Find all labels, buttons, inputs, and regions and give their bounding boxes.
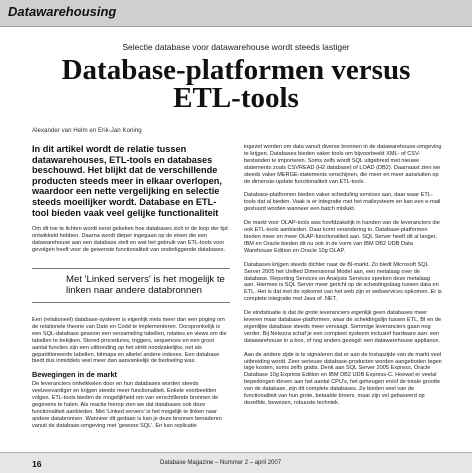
pull-quote: Met 'Linked servers' is het mogelijk te linken naar andere databronnen bbox=[32, 268, 230, 303]
footer-bar bbox=[0, 452, 472, 473]
body-paragraph: ingezet worden om data vanuit diverse bronnen in de datawarehouse-omgeving te krijgen. Databases bieden vaker tools om bijvoorbeeld XML- of CSV-bestanden te importeren. Soms zelfs wordt SQL uitgebreid met nieuwe statements zoals CSVREAD (H2 database) of LOAD (DB2). Daarnaast zien we steeds vaker MERGE-statements verschijnen, die meer en meer aansluiten op de dimensie-update functionaliteit van ETL-tools. bbox=[244, 144, 442, 185]
body-paragraph: Databases krijgen steeds dichter naar de BI-markt. Zo biedt Microsoft SQL Server 2005 het Unified Dimensional Model aan, een metalaag over de database. Reporting Services en Analysis Services spreken deze metalaag aan. Hiermee is SQL Server meer gericht op de scheidingslaag tussen data en ETL. Het is dat met de opkomst van het web zijn er webservices opkomen. Er is complete integratie met Java of .NET. bbox=[244, 261, 442, 303]
page-number: 16 bbox=[32, 459, 42, 469]
byline: Alexander van Helm en Erik-Jan Koning bbox=[32, 127, 142, 134]
header-bar bbox=[0, 0, 472, 27]
body-paragraph: De markt voor OLAP-tools was hoofdzakelijk in handen van de leveranciers die ook ETL-tools aanbieden. Daar komt verandering in. Database-platformen bieden meer en meer OLAP-functionaliteit aan. SQL Server heeft dit al langer, IBM en Oracle bieden dit nu ook in de vorm van IBM DB2 UDB Data Warehouse Edition en Oracle 10g OLAP. bbox=[244, 220, 440, 254]
section-label: Datawarehousing bbox=[8, 4, 117, 19]
body-paragraph: Om dit toe te lichten wordt eerst gekeken hoe databases zich in de loop der tijd ontwikkeld hebben. Daarna wordt dieper ingegaan op de eisen die een datawarehouse aan een database stelt en wat het gebruik van ETL-tools voor gevolgen heeft voor de gewenste functionaliteit van onderliggende databases. bbox=[32, 226, 228, 253]
body-paragraph: De eindsituatie is dat de grote leveranciers eigenlijk geen databases meer leveren maar database-platformen, waar de scheidingslijn tussen ETL, BI en de eigenlijke database steeds meer vervaagt. Sommige leveranciers gaan nog verder. Bij Netezza schaf je een compleet systeem inclusief hardware aan: een datawarehouse in a box, of nog anders gezegd: een datawarehouse appliance. bbox=[244, 310, 442, 344]
body-paragraph: Een (relationeel) database-systeem is eigenlijk niets meer dan een poging om de relationele theorie van Date en Codd te implementeren. Oorspronkelijk is een SQL-database gewoon een verzameling tabellen, relaties en views om die tabellen te bekijken. Stored procedures, triggers, sequences en een groot aantal functies zijn een uitbreiding op het strikt noodzakelijke, net als gepartitioneerde tabellen, bitmaps en allerlei andere indexes. Een database biedt dus inmiddels veel meer dan aanvankelijk de bedoeling was. bbox=[32, 316, 227, 365]
body-paragraph: Database-platformen bieden vaker scheduling services aan, daar waar ETL-tools dat al bieden. Vaak is er integratie met het mailsysteem en kan een e-mail gestuurd worden wanneer een batch mislukt. bbox=[244, 192, 441, 213]
right-column bbox=[244, 144, 442, 414]
body-paragraph: De leveranciers ontwikkelen door en hun databases worden steeds veelzeevardiger en krijgen steeds meer functionaliteit. Enkele voorbeelden volgen. ETL-tools bieden de mogelijkheid om van verschillende bronnen de gegevens te halen. Als reactie hierop zien we dat databases ook deze functionaliteit aanbieden. Met 'Linked servers' is het mogelijk te linken naar andere databronnen. Wanneer dit gedaan is kan je deze bronnen benaderen vanuit de database-omgeving met 'gewone SQL'. En kan replicatie bbox=[32, 381, 222, 429]
article-kicker: Selectie database voor datawarehouse wordt steeds lastiger bbox=[122, 42, 350, 52]
title-line-2: ETL-tools bbox=[173, 82, 299, 114]
left-column bbox=[32, 144, 230, 437]
article-title bbox=[0, 56, 472, 112]
publication-line: Database Magazine – Nummer 2 – april 2007 bbox=[160, 460, 282, 466]
title-line-1: Database-platformen versus bbox=[61, 54, 411, 86]
intro-paragraph: In dit artikel wordt de relatie tussen datawarehouses, ETL-tools en databases beschouwd. Het blijkt dat de verschillende producten steeds meer in elkaar overlopen, waardoor een nette vergelijking en selectie steeds moeilijker wordt. Database en ETL-tool bieden vaak veel gelijke functionaliteit bbox=[32, 144, 222, 218]
body-paragraph: Aan de andere zijde is te signaleren dat er aan de instapzijde van de markt veel uitbreiding wordt. Zeer serieuze database-producten worden aangeboden tegen lage kosten, soms zelfs gratis. Denk aan SQL Server 2005 Express, Oracle Database 10g Express Edition en IBM DB2 UDB Express-C. Hoewel er veelal beperkingen kleven aan het aantal CPU's, het geheugen en/of de totale grootte van de database, zijn dit complete databases. Ze bieden veel van de functionaliteit van hun grote, betaalde broers, maar zijn vel gebaseerd op dezelfde, bewezen, robuuste techniek. bbox=[244, 351, 442, 406]
section-subhead: Bewegingen in de markt bbox=[32, 370, 118, 380]
